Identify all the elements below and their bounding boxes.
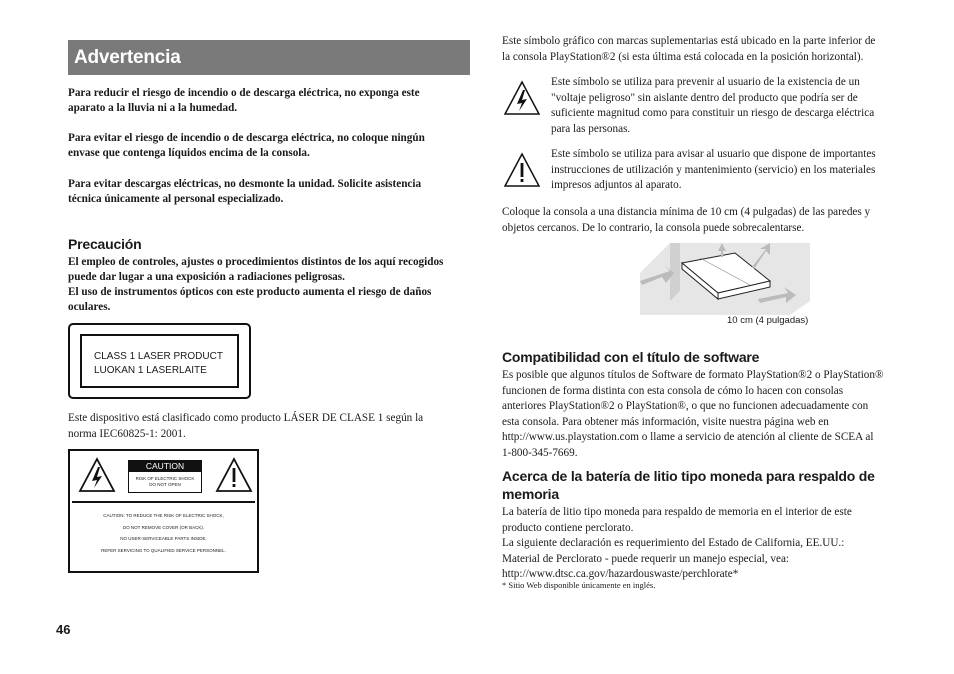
text-line: puede dar lugar a una exposición a radiaciones peligrosas.: [68, 271, 345, 283]
caution-line: REFER SERVICING TO QUALIFIED SERVICE PERSONNEL.: [101, 547, 226, 553]
text-line: suficiente magnitud como para constituir un riesgo de descarga eléctrica: [551, 107, 875, 119]
text-line: El uso de instrumentos ópticos con este producto aumenta el riesgo de daños: [68, 286, 432, 298]
precaucion-heading: Precaución: [68, 236, 142, 252]
warning-rain: [68, 86, 478, 116]
lightning-warning-icon: [503, 80, 541, 116]
compat-text: [502, 368, 922, 461]
section-heading-advertencia: Advertencia: [68, 40, 470, 75]
text-line: http://www.dtsc.ca.gov/hazardouswaste/perchlorate*: [502, 568, 739, 580]
placement-text: [502, 205, 922, 236]
text-line: norma IEC60825-1: 2001.: [68, 427, 186, 440]
battery-heading: [502, 467, 922, 503]
warning-line: Para reducir el riesgo de incendio o de descarga eléctrica, no exponga este: [68, 87, 420, 99]
text-line: impresos adjuntos al aparato.: [551, 179, 682, 191]
warning-liquids: [68, 131, 478, 161]
text-line: "voltaje peligroso" sin aislante dentro del producto que podría ser de: [551, 91, 858, 104]
text-line: http://www.us.playstation.com o llame a servicio de atención al cliente de SCEA al: [502, 431, 874, 443]
text-line: 1-800-345-7669.: [502, 446, 578, 459]
symbol-instructions-text: [551, 147, 921, 194]
page-number: 46: [56, 622, 71, 637]
warning-line: envase que contenga líquidos encima de la consola.: [68, 147, 310, 159]
text-line: producto contiene perclorato.: [502, 521, 634, 534]
text-line: Coloque la consola a una distancia mínima de 10 cm (4 pulgadas) de las paredes y: [502, 206, 871, 218]
text-line: La siguiente declaración es requerimiento del Estado de California, EE.UU.:: [502, 537, 845, 549]
symbol-voltage-text: [551, 75, 921, 137]
exclamation-warning-icon: [215, 457, 253, 493]
warning-line: técnica únicamente al personal especializado.: [68, 193, 284, 205]
caution-sub-line: DO NOT OPEN: [149, 482, 181, 487]
class-text: [68, 411, 478, 442]
footnote: * Sitio Web disponible únicamente en inglés.: [502, 580, 656, 590]
text-line: La batería de litio tipo moneda para respaldo de memoria en el interior de este: [502, 506, 852, 518]
warning-line: Para evitar el riesgo de incendio o de descarga eléctrica, no coloque ningún: [68, 132, 425, 144]
caution-line: DO NOT REMOVE COVER (OR BACK).: [122, 524, 205, 530]
text-line: Este símbolo se utiliza para avisar al usuario que dispone de importantes: [551, 148, 876, 160]
caution-sub-line: RISK OF ELECTRIC SHOCK: [135, 476, 195, 481]
laser-product-label: [68, 323, 251, 399]
console-placement-illustration: [640, 243, 810, 315]
text-line: Es posible que algunos títulos de Software de formato PlayStation®2 o PlayStation®: [502, 369, 884, 381]
text-line: para las personas.: [551, 122, 631, 135]
laser-label-line: CLASS 1 LASER PRODUCT: [94, 351, 223, 362]
figure-caption: 10 cm (4 pulgadas): [727, 315, 809, 326]
caution-box: [128, 460, 202, 493]
laser-label-line: LUOKAN 1 LASERLAITE: [94, 365, 207, 376]
heading-line: Acerca de la batería de litio tipo moneda para respaldo de: [502, 468, 875, 484]
warning-line: Para evitar descargas eléctricas, no desmonte la unidad. Solicite asistencia: [68, 178, 422, 190]
warning-line: aparato a la lluvia ni a la humedad.: [68, 102, 238, 114]
precaucion-text: [68, 255, 478, 315]
battery-text: [502, 505, 922, 583]
compat-heading: Compatibilidad con el título de software: [502, 349, 760, 365]
laser-label-inner: [80, 334, 239, 388]
caution-lines: [70, 513, 257, 559]
caution-line: CAUTION: TO REDUCE THE RISK OF ELECTRIC SHOCK,: [103, 513, 224, 518]
exclamation-warning-icon: [503, 152, 541, 188]
caution-divider: [72, 501, 255, 503]
text-line: esta consola. Para obtener más información, visite nuestra página web en: [502, 415, 829, 428]
text-line: la consola PlayStation®2 (si esta última está colocada en la posición horizontal).: [502, 50, 864, 63]
warning-disassemble: [68, 177, 478, 207]
symbol-intro: [502, 34, 922, 65]
text-line: Este símbolo se utiliza para prevenir al usuario de la existencia de un: [551, 76, 860, 88]
caution-line: NO USER-SERVICEABLE PARTS INSIDE.: [120, 536, 207, 541]
text-line: objetos cercanos. De lo contrario, la consola puede sobrecalentarse.: [502, 221, 805, 234]
text-line: funcionen de forma distinta con esta consola de cómo lo hacen con consolas: [502, 384, 844, 397]
lightning-warning-icon: [78, 457, 116, 493]
caution-sub: [129, 476, 201, 488]
text-line: El empleo de controles, ajustes o procedimientos distintos de los aquí recogidos: [68, 256, 444, 268]
caution-title: CAUTION: [129, 461, 201, 472]
text-line: Este símbolo gráfico con marcas suplementarias está ubicado en la parte inferior de: [502, 35, 876, 47]
text-line: oculares.: [68, 301, 111, 313]
text-line: Material de Perclorato - puede requerir un manejo especial, vea:: [502, 552, 790, 565]
text-line: instrucciones de utilización y mantenimiento (servicio) en los materiales: [551, 163, 876, 176]
text-line: anteriores PlayStation®2 o PlayStation®, o que no funcionen adecuadamente con: [502, 400, 869, 412]
text-line: Este dispositivo está clasificado como producto LÁSER DE CLASE 1 según la: [68, 412, 424, 424]
caution-label: [68, 449, 259, 573]
heading-line: memoria: [502, 486, 559, 502]
